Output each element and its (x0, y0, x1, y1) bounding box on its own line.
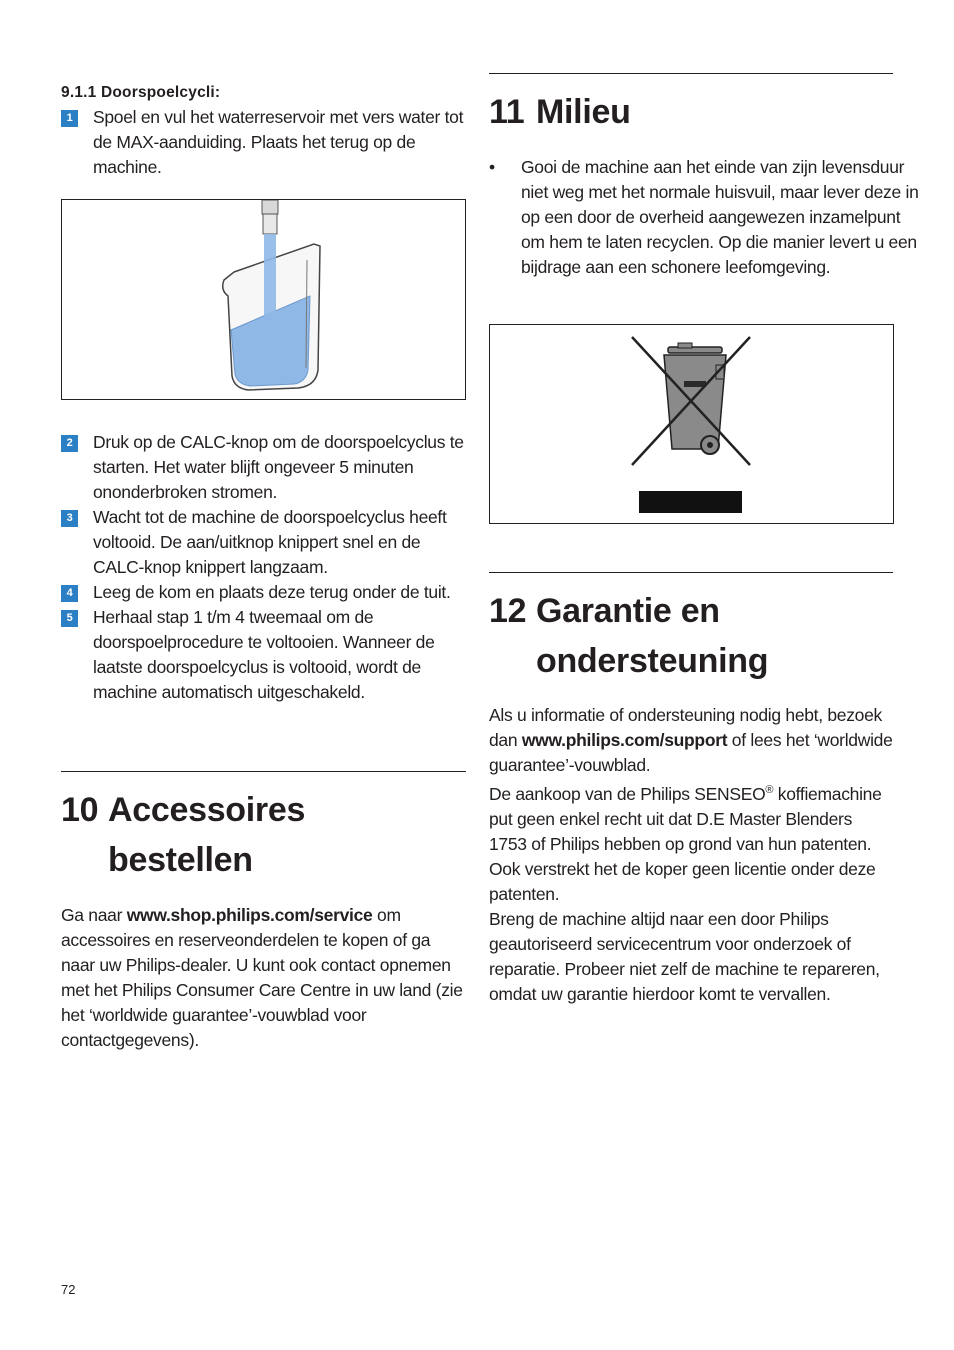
service-paragraph: Breng de machine altijd naar een door Philips geautoriseerd servicecentrum voor onderzoek of reparatie. Probeer niet zelf de machine te repareren, omdat uw garantie hierdoor komt te vervallen. (489, 908, 880, 1004)
section-10-paragraph (61, 903, 466, 1053)
water-reservoir-filling-illustration-icon (62, 200, 465, 399)
subsection-heading: 9.1.1 Doorspoelcycli: (61, 84, 221, 101)
figure-weee-symbol (489, 324, 894, 524)
text: koffiemachine put geen enkel recht uit dat D.E Master Blenders 1753 of Philips hebben op grond van hun patenten. Ook verstrekt het de koper geen licentie onder deze patenten. (489, 783, 882, 904)
step-text: Druk op de CALC-knop om de doorspoelcyclus te starten. Het water blijft ongeveer 5 minuten ononderbroken stromen. (93, 432, 464, 502)
support-link[interactable]: www.philips.com/support (521, 730, 728, 750)
section-number: 12 (489, 592, 527, 630)
step-text: Leeg de kom en plaats deze terug onder de tuit. (93, 582, 451, 602)
patent-paragraph (489, 778, 893, 907)
step-list-a (61, 105, 466, 180)
section-12-body (489, 703, 893, 1007)
section-divider (489, 572, 893, 573)
step-5 (61, 605, 466, 705)
step-2 (61, 430, 466, 505)
section-number: 11 (489, 93, 525, 131)
step-3 (61, 505, 466, 580)
crossed-out-wheelie-bin-icon (490, 325, 893, 523)
bullet-text: Gooi de machine aan het einde van zijn levensduur niet weg met het normale huisvuil, maar lever deze in op een door de overheid aangewezen inzamelpunt om hem te laten recyclen. Op die manier levert u een bijdrage aan een schonere leefomgeving. (521, 157, 919, 277)
step-number-badge: 5 (61, 610, 78, 627)
text: om accessoires en reserveonderdelen te kopen of ga naar uw Philips-dealer. U kunt ook contact opnemen met het Philips Consumer Care Centre in uw land (zie het ‘worldwide guarantee’-vouwblad voor contactgegevens). (61, 905, 463, 1050)
step-text: Wacht tot de machine de doorspoelcyclus heeft voltooid. De aan/uitknop knippert snel en de CALC-knop knippert langzaam. (93, 507, 447, 577)
step-4 (61, 580, 466, 605)
support-paragraph (489, 703, 893, 778)
text: of lees het ‘worldwide guarantee’-vouwblad. (489, 730, 893, 775)
section-12-title (489, 586, 768, 686)
registered-mark: ® (765, 784, 774, 796)
disposal-bullet (489, 155, 921, 280)
step-list-b (61, 430, 466, 705)
title-line-2: bestellen (108, 841, 253, 879)
section-11-title (489, 87, 631, 137)
step-text: Herhaal stap 1 t/m 4 tweemaal om de doorspoelprocedure te voltooien. Wanneer de laatste doorspoelcyclus is voltooid, wordt de machine automatisch uitgeschakeld. (93, 607, 435, 702)
step-number-badge: 4 (61, 585, 78, 602)
title-line-1: Accessoires (108, 791, 306, 829)
shop-link[interactable]: www.shop.philips.com/service (126, 905, 373, 925)
step-text: Spoel en vul het waterreservoir met vers water tot de MAX-aanduiding. Plaats het terug op de machine. (93, 107, 464, 177)
section-number: 10 (61, 791, 99, 829)
step-1 (61, 105, 466, 180)
step-number-badge: 1 (61, 110, 78, 127)
text: De aankoop van de Philips SENSEO (489, 783, 766, 804)
text: Als u informatie of ondersteuning nodig hebt, bezoek dan (489, 705, 883, 750)
section-10-title (61, 785, 305, 885)
figure-water-reservoir (61, 199, 466, 400)
title-text: Milieu (536, 93, 631, 131)
title-line-1: Garantie en (536, 592, 720, 630)
text: Ga naar (61, 905, 127, 925)
title-line-2: ondersteuning (536, 642, 769, 680)
step-number-badge: 2 (61, 435, 78, 452)
page-number: 72 (61, 1282, 76, 1297)
step-number-badge: 3 (61, 510, 78, 527)
section-divider (61, 771, 466, 772)
section-divider (489, 73, 893, 74)
